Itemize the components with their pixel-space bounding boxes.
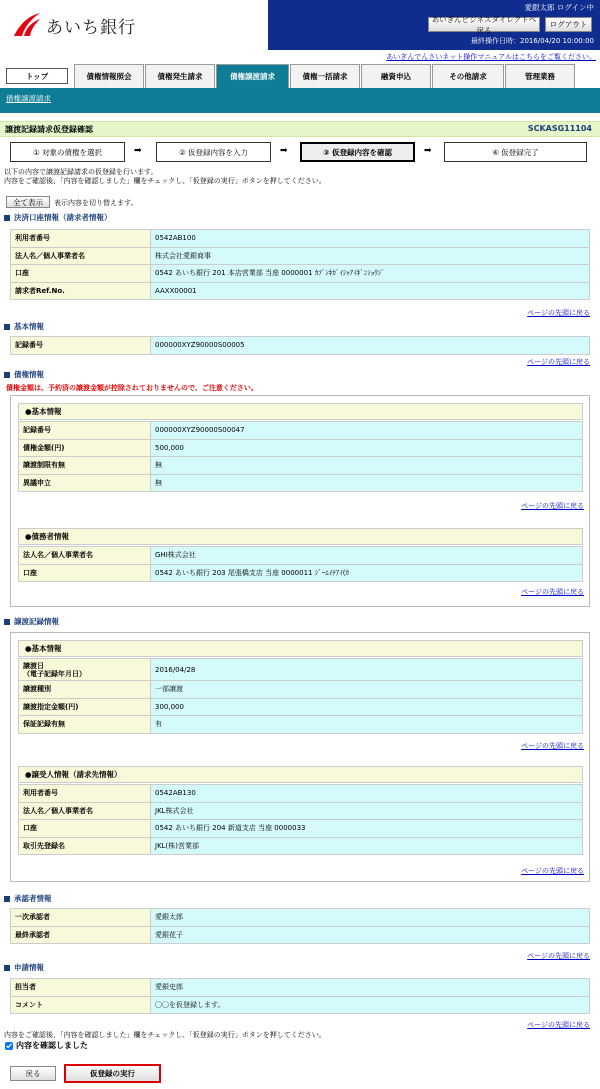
main-tabs	[0, 64, 600, 88]
page-top-link[interactable]: ページの先頭に戻る	[521, 742, 584, 750]
row-label: 口座	[19, 564, 151, 582]
row-value: 愛銀花子	[151, 926, 590, 944]
recipient-table	[18, 784, 583, 855]
row-value: 000000XYZ90000S00047	[151, 422, 583, 440]
square-bullet-icon	[4, 372, 10, 378]
section-title: 債権情報	[14, 370, 44, 379]
transfer-basic-table	[18, 658, 583, 734]
row-label: 保証記録有無	[19, 716, 151, 734]
row-value: 0542AB100	[151, 230, 590, 248]
tab-claim-transfer[interactable]: 債権譲渡請求	[216, 64, 289, 88]
row-label: 譲渡指定金額(円)	[19, 698, 151, 716]
row-label: 担当者	[11, 979, 151, 997]
section-title: 譲渡記録情報	[14, 617, 59, 626]
step-2: ② 仮登録内容を入力	[156, 142, 271, 162]
section-transfer	[4, 616, 59, 627]
row-label: 口座	[11, 265, 151, 283]
warning-text: 債権金額は、予約済の譲渡金額が控除されておりませんので、ご注意ください。	[6, 384, 258, 392]
row-value: 株式会社愛銀商事	[151, 247, 590, 265]
row-label: 記録番号	[19, 422, 151, 440]
row-value: 愛銀史郎	[151, 979, 590, 997]
manual-link[interactable]: あいぎんでんさいネット操作マニュアルはこちらをご覧ください。	[386, 53, 596, 61]
row-value: 無	[151, 457, 583, 475]
row-label: 譲渡種別	[19, 681, 151, 699]
breadcrumb[interactable]: 債権譲渡請求	[6, 94, 51, 103]
toggle-label: 表示内容を切り替えます。	[54, 199, 138, 207]
page-top-link[interactable]: ページの先頭に戻る	[521, 502, 584, 510]
sub-nav-bar	[0, 88, 600, 113]
row-value: 0542 あいち銀行 204 新道支店 当座 0000033	[151, 820, 583, 838]
logout-button[interactable]: ログアウト	[545, 17, 592, 32]
row-value: GHI株式会社	[151, 547, 583, 565]
last-operation: 最終操作日時：2016/04/20 10:00:00	[470, 37, 594, 45]
confirm-checkbox[interactable]	[5, 1042, 13, 1050]
row-value: 無	[151, 474, 583, 492]
page-top-link[interactable]: ページの先頭に戻る	[527, 358, 590, 366]
execute-temp-registration-button[interactable]: 仮登録の実行	[64, 1064, 161, 1083]
row-label: 異議申立	[19, 474, 151, 492]
row-label: 利用者番号	[19, 785, 151, 803]
tab-admin[interactable]: 管理業務	[505, 64, 575, 88]
section-settlement	[4, 212, 112, 223]
confirm-row	[5, 1040, 88, 1051]
row-value: JKL(株)営業部	[151, 837, 583, 855]
bank-logo	[10, 8, 210, 42]
show-all-button[interactable]: 全て表示	[6, 196, 50, 208]
approver-table	[10, 908, 590, 944]
row-value: 0542AB130	[151, 785, 583, 803]
row-label: 法人名／個人事業者名	[19, 547, 151, 565]
arrow-right-icon: ➡	[280, 146, 288, 156]
row-value: AAXX00001	[151, 282, 590, 300]
debtor-table	[18, 546, 583, 582]
subsection-header: ●基本情報	[18, 403, 583, 420]
row-value: JKL株式会社	[151, 802, 583, 820]
settlement-table	[10, 229, 590, 300]
confirm-instruction: 内容をご確認後、「内容を確認しました」欄をチェックし、「仮登録の実行」ボタンを押してください。	[4, 1031, 326, 1039]
row-value: 0542 あいち銀行 201 本店営業部 当座 0000001 ｶﾌﾞｼｷｶﾞｲｼｬｱｲｷﾞﾝｼｮｳｼﾞ	[151, 265, 590, 283]
row-label: 取引先登録名	[19, 837, 151, 855]
row-label: 譲渡日 （電子記録年月日）	[19, 659, 151, 681]
arrow-right-icon: ➡	[134, 146, 142, 156]
row-label: 請求者Ref.No.	[11, 282, 151, 300]
square-bullet-icon	[4, 896, 10, 902]
row-label: 最終承認者	[11, 926, 151, 944]
row-label: 債権金額(円)	[19, 439, 151, 457]
row-label: 利用者番号	[11, 230, 151, 248]
row-value: 有	[151, 716, 583, 734]
page-top-link[interactable]: ページの先頭に戻る	[527, 1021, 590, 1029]
page-top-link[interactable]: ページの先頭に戻る	[527, 952, 590, 960]
instruction-line: 内容をご確認後、「内容を確認しました」欄をチェックし、「仮登録の実行」ボタンを押してください。	[4, 177, 326, 185]
tab-top[interactable]: トップ	[6, 68, 68, 84]
back-button[interactable]: 戻る	[10, 1066, 56, 1081]
row-label: 法人名／個人事業者名	[11, 247, 151, 265]
section-claim	[4, 369, 44, 380]
confirm-label: 内容を確認しました	[16, 1041, 88, 1050]
page-top-link[interactable]: ページの先頭に戻る	[527, 309, 590, 317]
row-label: 譲渡制限有無	[19, 457, 151, 475]
step-4: ④ 仮登録完了	[444, 142, 587, 162]
section-title: 決済口座情報（請求者情報）	[14, 213, 112, 222]
section-applicant	[4, 962, 44, 973]
page-top-link[interactable]: ページの先頭に戻る	[521, 867, 584, 875]
page-title: 譲渡記録請求仮登録確認	[5, 125, 93, 134]
row-label: 口座	[19, 820, 151, 838]
section-title: 申請情報	[14, 963, 44, 972]
tab-claim-issue[interactable]: 債権発生請求	[145, 64, 215, 88]
row-value: 000000XYZ90000S00005	[151, 337, 590, 355]
row-value: 2016/04/28	[151, 659, 583, 681]
bank-logo-icon	[10, 10, 44, 40]
square-bullet-icon	[4, 619, 10, 625]
section-basic	[4, 321, 44, 332]
tab-other-requests[interactable]: その他請求	[432, 64, 504, 88]
instruction-line: 以下の内容で譲渡記録請求の仮登録を行います。	[4, 168, 158, 176]
applicant-table	[10, 978, 590, 1014]
biz-direct-button[interactable]: あいぎんビジネスダイレクトへ戻る	[428, 17, 540, 32]
bank-name: あいち銀行	[46, 17, 136, 38]
screen-code: SCKASG11104	[527, 124, 592, 133]
row-label: 一次承認者	[11, 909, 151, 927]
arrow-right-icon: ➡	[424, 146, 432, 156]
section-title: 基本情報	[14, 322, 44, 331]
user-status: 愛銀太郎 ログイン中	[524, 3, 594, 12]
subsection-header: ●譲受人情報（請求先情報）	[18, 766, 583, 783]
basic-table	[10, 336, 590, 355]
row-value: 一部譲渡	[151, 681, 583, 699]
square-bullet-icon	[4, 215, 10, 221]
instructions	[4, 168, 326, 186]
row-value: 0542 あいち銀行 203 尾張橋支店 当座 0000011 ｼﾞｰｴｲﾁｱｲ(ｶ	[151, 564, 583, 582]
subsection-header: ●基本情報	[18, 640, 583, 657]
step-3: ③ 仮登録内容を確認	[300, 142, 415, 162]
claim-basic-table	[18, 421, 583, 492]
square-bullet-icon	[4, 965, 10, 971]
row-label: コメント	[11, 996, 151, 1014]
tab-financing[interactable]: 融資申込	[361, 64, 431, 88]
subsection-header: ●債務者情報	[18, 528, 583, 545]
row-label: 記録番号	[11, 337, 151, 355]
row-label: 法人名／個人事業者名	[19, 802, 151, 820]
section-approver	[4, 893, 52, 904]
row-value: 300,000	[151, 698, 583, 716]
section-title: 承認者情報	[14, 894, 52, 903]
step-1: ① 対象の債権を選択	[10, 142, 125, 162]
row-value: 愛銀太郎	[151, 909, 590, 927]
row-value: 500,000	[151, 439, 583, 457]
tab-bulk-request[interactable]: 債権一括請求	[290, 64, 360, 88]
tab-claim-inquiry[interactable]: 債権情報照会	[74, 64, 144, 88]
row-value: 〇〇を仮登録します。	[151, 996, 590, 1014]
square-bullet-icon	[4, 324, 10, 330]
page-top-link[interactable]: ページの先頭に戻る	[521, 588, 584, 596]
